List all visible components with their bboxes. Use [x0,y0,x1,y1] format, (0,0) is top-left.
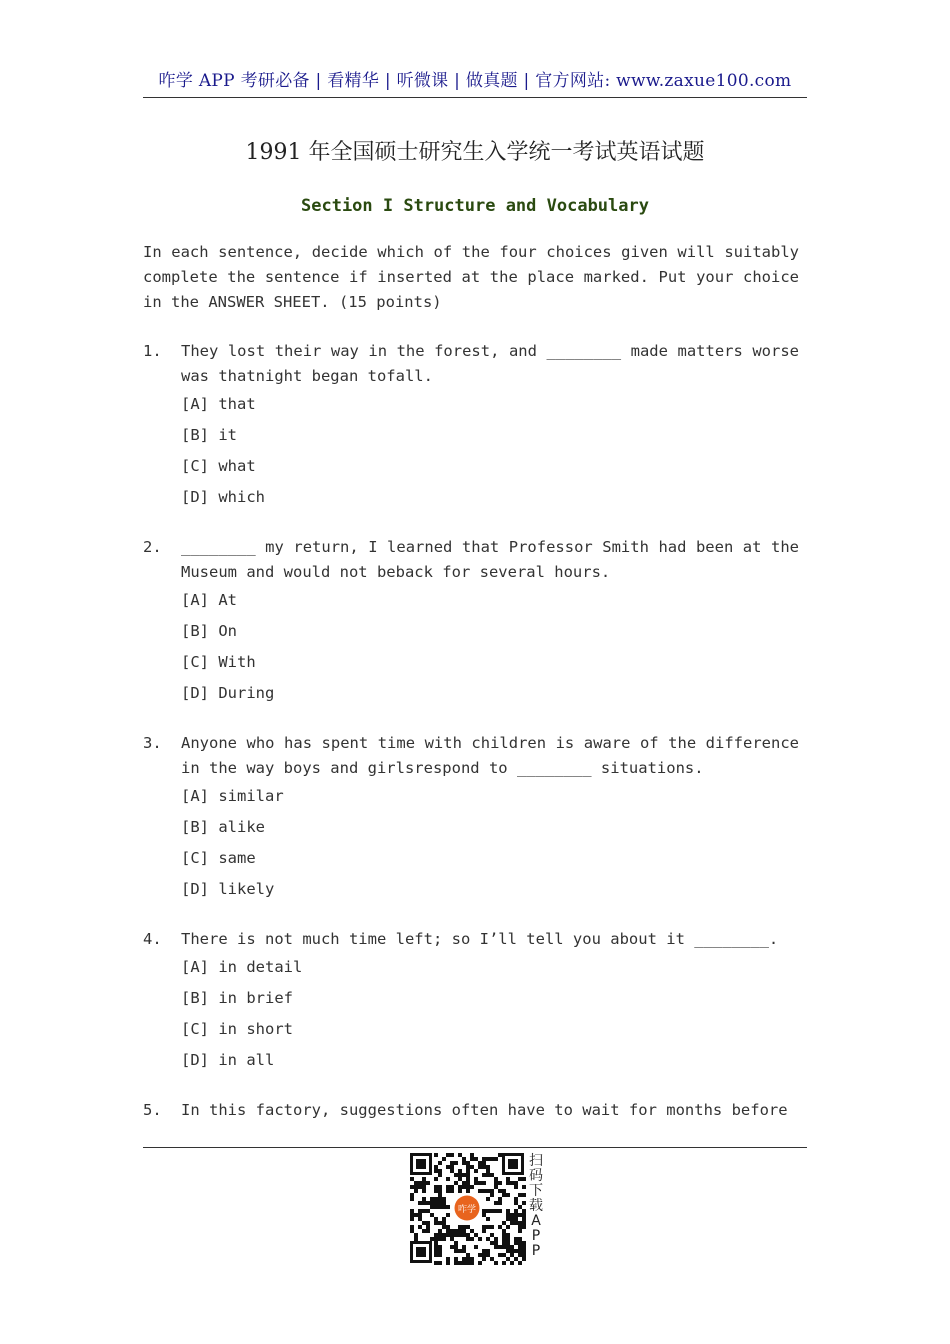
option-b: [B] it [181,426,237,444]
question-text: Anyone who has spent time with children is aware of the difference in the way boys and girlsrespond to ________ situations. [181,734,799,777]
option-c: [C] in short [181,1020,293,1038]
qr-caption: 扫码下载APP [529,1153,543,1259]
option-b: [B] alike [181,818,265,836]
option-c: [C] With [181,653,256,671]
footer-divider [143,1147,807,1148]
question-5 [143,1098,799,1123]
question-text: They lost their way in the forest, and ________ made matters worse was thatnight began tofall. [181,342,799,385]
option-d: [D] likely [181,880,275,898]
question-1 [143,339,799,513]
question-number: 1. [143,342,162,360]
section-title: Section I Structure and Vocabulary [301,196,649,216]
option-c: [C] same [181,849,256,867]
question-number: 4. [143,930,162,948]
question-text: In this factory, suggestions often have to wait for months before [181,1101,788,1119]
option-d: [D] During [181,684,275,702]
page-header: 咋学 APP 考研必备 | 看精华 | 听微课 | 做真题 | 官方网站: www.zaxue100.com [158,71,792,91]
option-a: [A] that [181,395,256,413]
qr-logo-text: 咋学 [457,1205,477,1215]
option-a: [A] similar [181,787,284,805]
option-d: [D] which [181,488,265,506]
question-text: There is not much time left; so I’ll tell you about it ________. [181,930,779,948]
question-3 [143,731,799,905]
question-2 [143,535,799,709]
question-text: ________ my return, I learned that Professor Smith had been at the Museum and would not beback for several hours. [181,538,799,581]
option-b: [B] On [181,622,237,640]
question-number: 5. [143,1101,162,1119]
option-b: [B] in brief [181,989,293,1007]
question-number: 3. [143,734,162,752]
exam-content [143,240,799,1145]
instructions: In each sentence, decide which of the four choices given will suitably complete the sentence if inserted at the place marked. Put your choice in the ANSWER SHEET. (15 points) [143,243,799,311]
page-title: 1991 年全国硕士研究生入学统一考试英语试题 [245,140,705,165]
option-c: [C] what [181,457,256,475]
option-d: [D] in all [181,1051,275,1069]
option-a: [A] At [181,591,237,609]
question-4 [143,927,799,1076]
qr-code [408,1151,526,1265]
option-a: [A] in detail [181,958,303,976]
header-divider [143,97,807,98]
question-number: 2. [143,538,162,556]
